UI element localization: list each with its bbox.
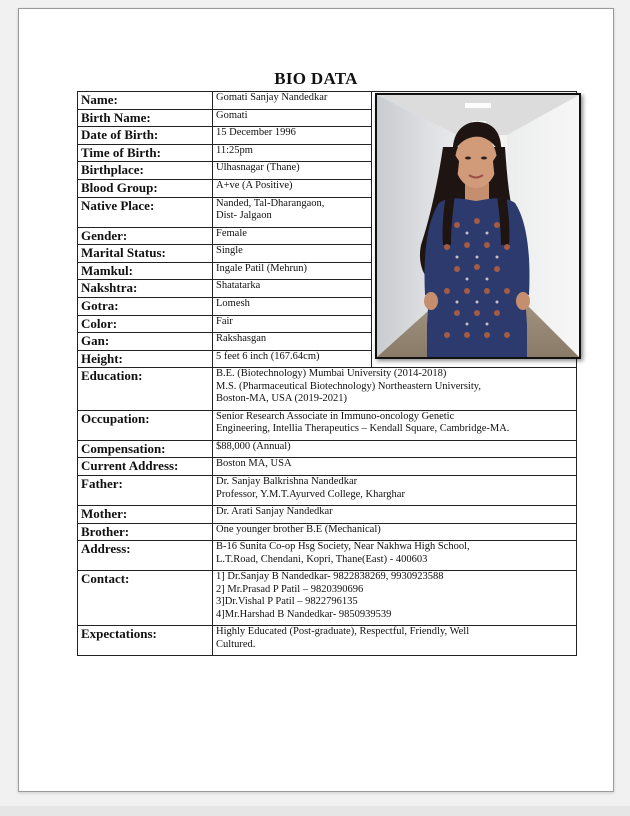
field-label: Contact: xyxy=(78,571,213,626)
field-value xyxy=(213,523,577,541)
field-label: Nakshtra: xyxy=(78,280,213,298)
field-label: Address: xyxy=(78,541,213,571)
portrait-photo xyxy=(375,93,581,359)
value-line: Boston MA, USA xyxy=(216,458,292,470)
value-line: B.E. (Biotechnology) Mumbai University (2014-2018) xyxy=(216,368,447,380)
value-line: 15 December 1996 xyxy=(216,127,296,139)
field-value xyxy=(213,109,372,127)
table-row xyxy=(78,368,577,411)
value-line: Boston-MA, USA (2019-2021) xyxy=(216,393,347,405)
field-label: Birth Name: xyxy=(78,109,213,127)
table-row xyxy=(78,440,577,458)
value-line: 2] Mr.Prasad P Patil – 9820390696 xyxy=(216,583,364,595)
field-value xyxy=(213,350,372,368)
value-line: B-16 Sunita Co-op Hsg Society, Near Nakhwa High School, xyxy=(216,541,470,553)
field-label: Expectations: xyxy=(78,626,213,656)
field-label: Marital Status: xyxy=(78,245,213,263)
value-line: Rakshasgan xyxy=(216,333,267,345)
field-value xyxy=(213,262,372,280)
field-label: Birthplace: xyxy=(78,162,213,180)
value-line: Senior Research Associate in Immuno-oncology Genetic xyxy=(216,410,455,422)
bottom-bar xyxy=(0,806,630,816)
table-row xyxy=(78,571,577,626)
value-line: Engineering, Intellia Therapeutics – Kendall Square, Cambridge-MA. xyxy=(216,423,510,435)
field-value xyxy=(213,541,577,571)
value-line: Female xyxy=(216,227,247,239)
table-row xyxy=(78,476,577,506)
field-label: Native Place: xyxy=(78,197,213,227)
field-label: Brother: xyxy=(78,523,213,541)
table-row xyxy=(78,410,577,440)
value-line: Gomati Sanjay Nandedkar xyxy=(216,92,328,103)
table-row xyxy=(78,458,577,476)
field-value xyxy=(213,179,372,197)
field-value xyxy=(213,476,577,506)
biodata-page xyxy=(18,8,614,792)
table-row xyxy=(78,506,577,524)
value-line: Highly Educated (Post-graduate), Respectful, Friendly, Well xyxy=(216,626,470,638)
field-label: Compensation: xyxy=(78,440,213,458)
value-line: $88,000 (Annual) xyxy=(216,440,291,452)
field-value xyxy=(213,440,577,458)
value-line: Dr. Arati Sanjay Nandedkar xyxy=(216,506,333,517)
value-line: A+ve (A Positive) xyxy=(216,179,293,191)
value-line: Dist- Jalgaon xyxy=(216,210,272,222)
field-value xyxy=(213,245,372,263)
field-value xyxy=(213,458,577,476)
field-value xyxy=(213,368,577,411)
field-value xyxy=(213,626,577,656)
field-value xyxy=(213,297,372,315)
value-line: 4]Mr.Harshad B Nandedkar- 9850939539 xyxy=(216,608,392,620)
field-label: Gotra: xyxy=(78,297,213,315)
field-label: Date of Birth: xyxy=(78,127,213,145)
field-label: Gender: xyxy=(78,227,213,245)
field-value xyxy=(213,280,372,298)
value-line: 1] Dr.Sanjay B Nandedkar- 9822838269, 9930923588 xyxy=(216,571,444,583)
value-line: 3]Dr.Vishal P Patil – 9822796135 xyxy=(216,596,358,608)
field-value xyxy=(213,571,577,626)
field-value xyxy=(213,162,372,180)
value-line: Lomesh xyxy=(216,297,250,309)
field-value xyxy=(213,92,372,110)
field-label: Father: xyxy=(78,476,213,506)
field-label: Mother: xyxy=(78,506,213,524)
field-label: Occupation: xyxy=(78,410,213,440)
field-label: Mamkul: xyxy=(78,262,213,280)
field-label: Gan: xyxy=(78,333,213,351)
field-label: Time of Birth: xyxy=(78,144,213,162)
field-label: Height: xyxy=(78,350,213,368)
field-value xyxy=(213,144,372,162)
field-label: Education: xyxy=(78,368,213,411)
field-value xyxy=(213,227,372,245)
value-line: L.T.Road, Chendani, Kopri, Thane(East) - 400603 xyxy=(216,553,428,565)
field-value xyxy=(213,333,372,351)
value-line: 5 feet 6 inch (167.64cm) xyxy=(216,350,320,362)
field-label: Current Address: xyxy=(78,458,213,476)
value-line: Nanded, Tal-Dharangaon, xyxy=(216,197,325,209)
value-line: Ingale Patil (Mehrun) xyxy=(216,262,307,274)
field-label: Blood Group: xyxy=(78,179,213,197)
value-line: Fair xyxy=(216,315,233,327)
field-value xyxy=(213,127,372,145)
field-value xyxy=(213,410,577,440)
field-label: Color: xyxy=(78,315,213,333)
value-line: Professor, Y.M.T.Ayurved College, Kharghar xyxy=(216,488,405,500)
value-line: Single xyxy=(216,245,243,257)
value-line: M.S. (Pharmaceutical Biotechnology) Northeastern University, xyxy=(216,380,481,392)
table-row xyxy=(78,523,577,541)
page-title: BIO DATA xyxy=(274,69,358,88)
table-row xyxy=(78,541,577,571)
field-value xyxy=(213,506,577,524)
value-line: Shatatarka xyxy=(216,280,261,292)
field-value xyxy=(213,315,372,333)
value-line: Ulhasnagar (Thane) xyxy=(216,162,300,174)
value-line: 11:25pm xyxy=(216,144,253,156)
portrait-illustration xyxy=(377,95,579,357)
field-label: Name: xyxy=(78,92,213,110)
value-line: Cultured. xyxy=(216,638,256,650)
value-line: Gomati xyxy=(216,109,248,121)
table-row xyxy=(78,626,577,656)
value-line: One younger brother B.E (Mechanical) xyxy=(216,523,381,535)
field-value xyxy=(213,197,372,227)
value-line: Dr. Sanjay Balkrishna Nandedkar xyxy=(216,476,358,487)
